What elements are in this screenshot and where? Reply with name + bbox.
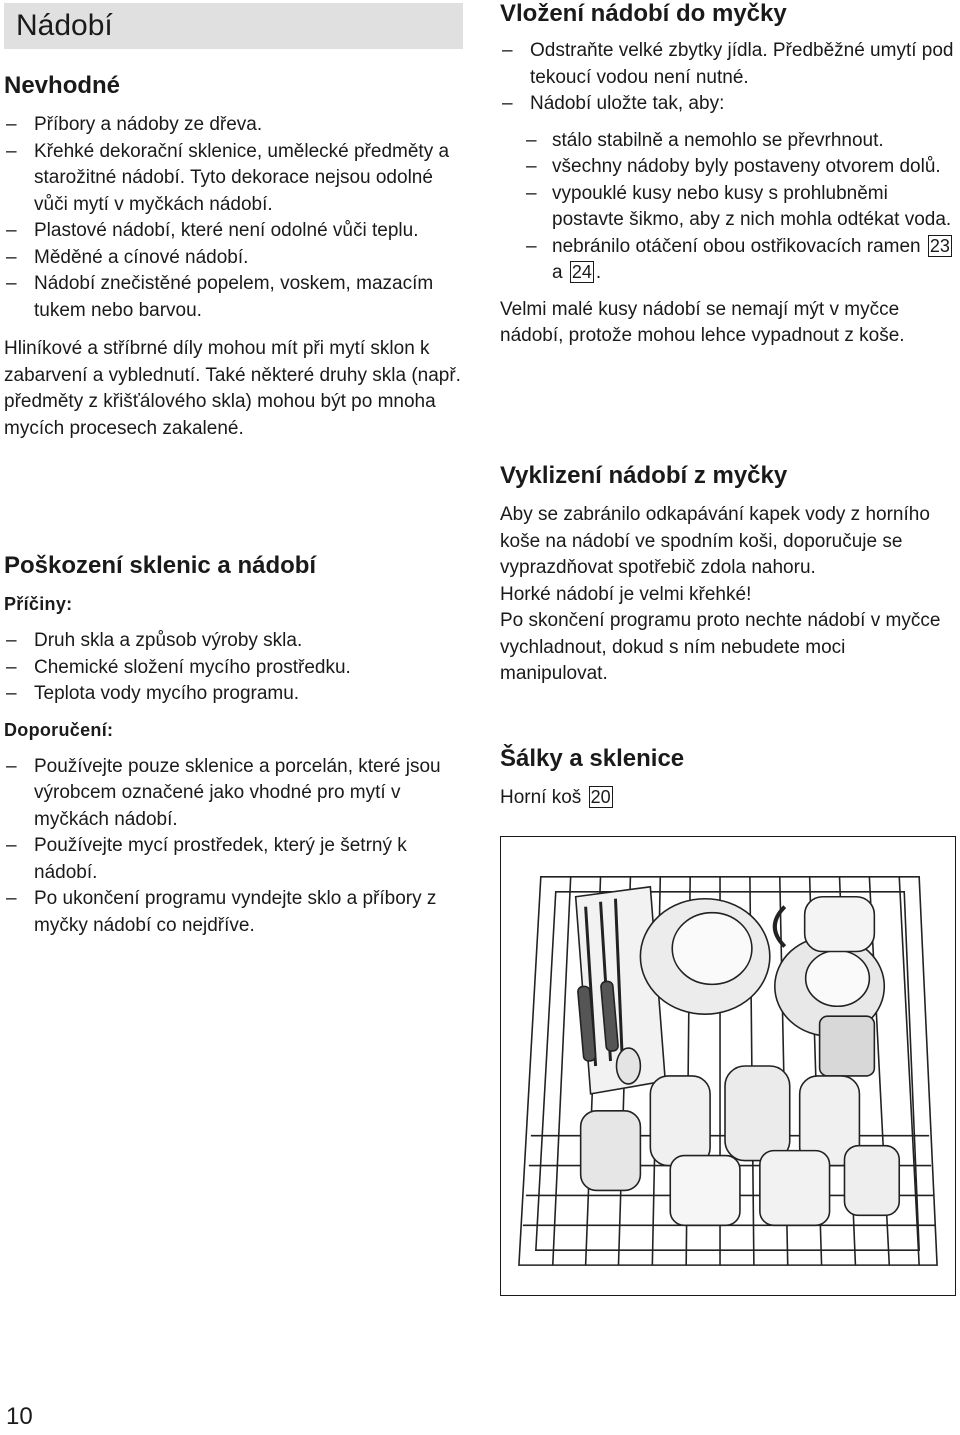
section-vyklizeni <box>500 462 956 688</box>
conjunction: a <box>552 262 563 283</box>
para-vyklizeni-2: Horké nádobí je velmi křehké! <box>500 583 752 605</box>
list-item: – Chemické složení mycího prostředku. <box>4 655 464 682</box>
list-doporuceni <box>4 754 464 940</box>
page-title-bar <box>4 3 463 49</box>
list-vlozeni <box>500 38 956 118</box>
ref-tag-24: 24 <box>571 262 592 282</box>
note-aluminium: Hliníkové a stříbrné díly mohou mít při mytí sklon k zabarvení a vyblednutí. Také některé druhy skla (např. předměty z křišťálového skla) mohou být po mnoha mycích procesech zakalené. <box>4 338 461 439</box>
sublist-vlozeni <box>500 128 956 287</box>
heading-salky: Šálky a sklenice <box>500 745 685 772</box>
list-item: – Křehké dekorační sklenice, umělecké předměty a starožitné nádobí. Tyto dekorace nejsou odolné vůči mytí v myčkách nádobí. <box>4 139 464 219</box>
list-priciny <box>4 628 464 708</box>
section-salky <box>500 745 956 812</box>
heading-vyklizeni: Vyklizení nádobí z myčky <box>500 462 788 489</box>
list-item: – Druh skla a způsob výroby skla. <box>4 628 464 655</box>
heading-nevhodne: Nevhodné <box>4 72 121 99</box>
list-item: – stálo stabilně a nemohlo se převrhnout. <box>500 128 956 155</box>
last-sub-text: nebránilo otáčení obou ostřikovacích ramen <box>552 235 921 257</box>
list-item: – všechny nádoby byly postaveny otvorem dolů. <box>500 154 956 181</box>
basket-illustration-svg <box>501 837 955 1295</box>
upper-basket-illustration <box>500 836 956 1296</box>
dishes <box>640 897 884 1076</box>
ref-tag-20: 20 <box>590 787 611 807</box>
heading-vlozeni: Vložení nádobí do myčky <box>500 0 787 27</box>
page-title: Nádobí <box>16 9 113 42</box>
list-item: – Příbory a nádoby ze dřeva. <box>4 112 464 139</box>
list-item: – Nádobí znečistěné popelem, voskem, mazacím tukem nebo barvou. <box>4 271 464 324</box>
para-vyklizeni-1: Aby se zabránilo odkapávání kapek vody z horního koše na nádobí ve spodním koši, doporučuje se vyprazdňovat spotřebič zdola nahoru. <box>500 504 930 578</box>
list-item: – Používejte pouze sklenice a porcelán, které jsou výrobcem označené jako vhodné pro mytí v myčkách nádobí. <box>4 754 464 834</box>
label-doporuceni: Doporučení: <box>4 719 114 740</box>
list-item: – Odstraňte velké zbytky jídla. Předběžné umytí pod tekoucí vodou není nutné. <box>500 38 956 91</box>
list-item: – Plastové nádobí, které není odolné vůči teplu. <box>4 218 464 245</box>
list-item: – Po ukončení programu vyndejte sklo a příbory z myčky nádobí co nejdříve. <box>4 886 464 939</box>
list-item: – vypouklé kusy nebo kusy s prohlubněmi postavte šikmo, aby z nich mohla odtékat voda. <box>500 181 956 234</box>
list-item: – Nádobí uložte tak, aby: <box>500 91 956 118</box>
section-vlozeni <box>500 0 956 350</box>
list-item <box>500 234 956 287</box>
list-item: – Teplota vody mycího programu. <box>4 681 464 708</box>
para-salky <box>500 785 956 812</box>
period: . <box>595 262 602 283</box>
list-nevhodne <box>4 112 464 324</box>
note-small-items: Velmi malé kusy nádobí se nemají mýt v myčce nádobí, protože mohou lehce vypadnout z koše. <box>500 298 905 346</box>
para-vyklizeni-3: Po skončení programu proto nechte nádobí v myčce vychladnout, dokud s ním nebudete moci manipulovat. <box>500 610 941 684</box>
label-priciny: Příčiny: <box>4 594 73 614</box>
section-nevhodne <box>4 72 464 442</box>
list-item: – Měděné a cínové nádobí. <box>4 245 464 272</box>
ref-tag-23: 23 <box>929 235 950 256</box>
glasses <box>581 1066 900 1225</box>
heading-poskozeni: Poškození sklenic a nádobí <box>4 552 317 579</box>
list-item: – Používejte mycí prostředek, který je šetrný k nádobí. <box>4 833 464 886</box>
page-number: 10 <box>6 1403 33 1430</box>
upper-basket-label: Horní koš <box>500 787 582 808</box>
section-poskozeni <box>4 552 464 939</box>
